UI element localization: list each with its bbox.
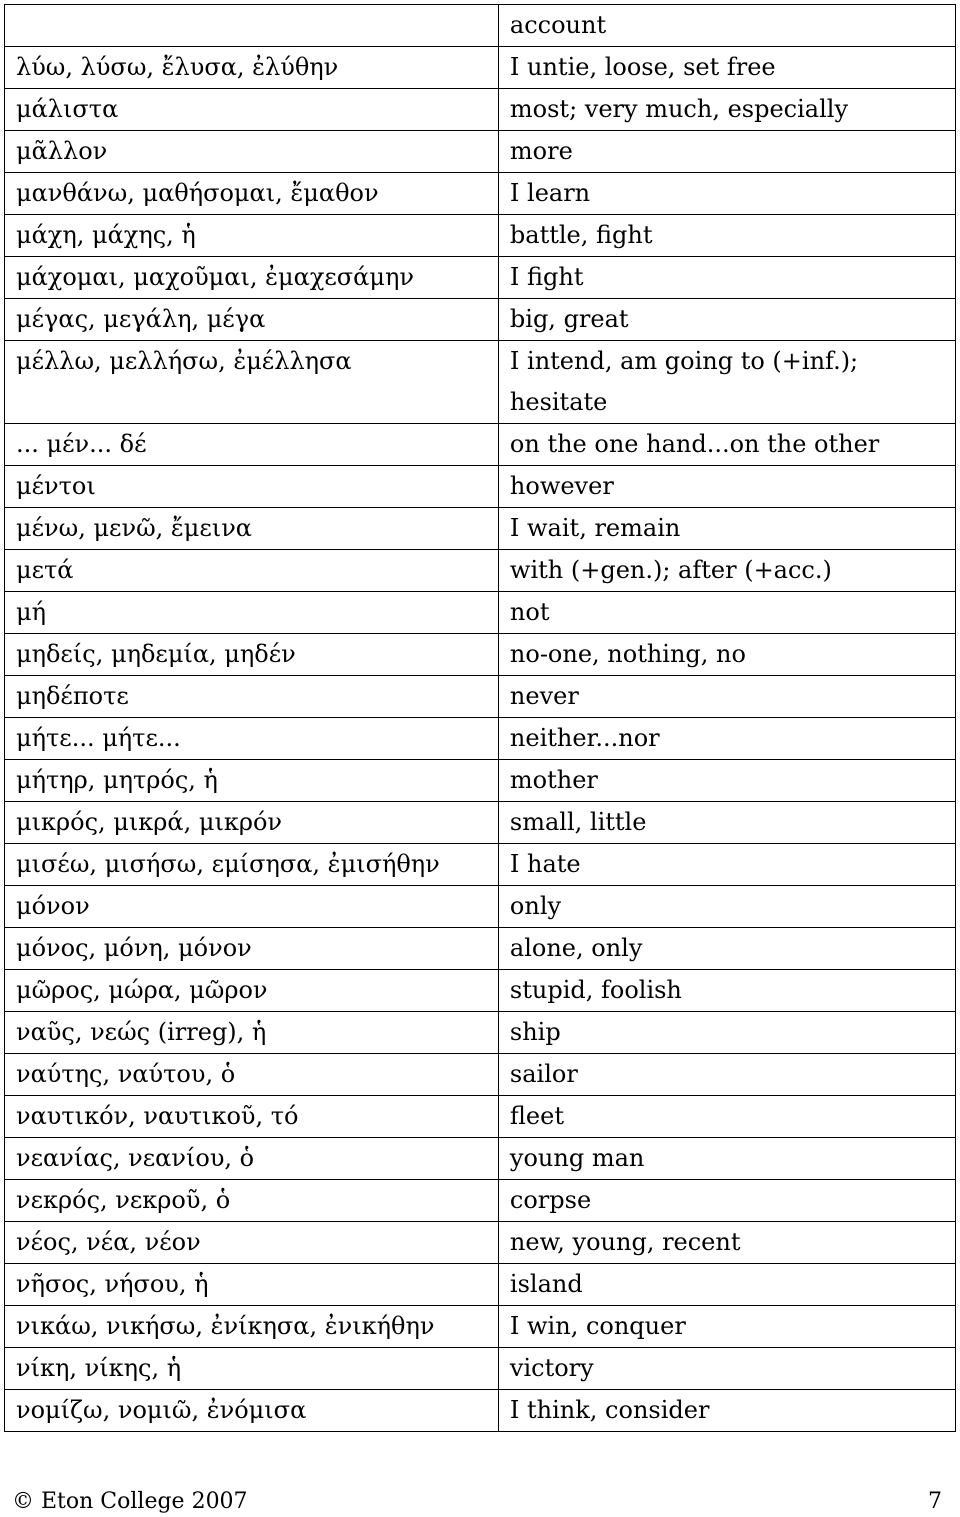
table-row <box>5 634 956 676</box>
table-row <box>5 299 956 341</box>
english-meaning-cell: young man <box>498 1138 955 1180</box>
english-meaning-cell: victory <box>498 1348 955 1390</box>
table-row <box>5 886 956 928</box>
greek-term-cell: μηδείς, μηδεμία, μηδέν <box>5 634 499 676</box>
english-meaning-cell: I intend, am going to (+inf.); hesitate <box>498 341 955 424</box>
greek-term-cell: ναυτικόν, ναυτικοῦ, τό <box>5 1096 499 1138</box>
greek-term-cell: νομίζω, νομιῶ, ἐνόμισα <box>5 1390 499 1432</box>
greek-term-cell: ναύτης, ναύτου, ὁ <box>5 1054 499 1096</box>
greek-term-cell <box>5 5 499 47</box>
english-meaning-cell: I win, conquer <box>498 1306 955 1348</box>
table-row <box>5 341 956 424</box>
english-meaning-cell: only <box>498 886 955 928</box>
greek-term-cell: μέγας, μεγάλη, μέγα <box>5 299 499 341</box>
english-meaning-cell: island <box>498 1264 955 1306</box>
greek-term-cell: μάχομαι, μαχοῦμαι, ἐμαχεσάμην <box>5 257 499 299</box>
table-row <box>5 676 956 718</box>
english-meaning-cell: small, little <box>498 802 955 844</box>
english-meaning-cell: not <box>498 592 955 634</box>
greek-term-cell: μέντοι <box>5 466 499 508</box>
greek-term-cell: νεανίας, νεανίου, ὁ <box>5 1138 499 1180</box>
greek-term-cell: λύω, λύσω, ἔλυσα, ἐλύθην <box>5 47 499 89</box>
greek-term-cell: μισέω, μισήσω, εμίσησα, ἐμισήθην <box>5 844 499 886</box>
greek-term-cell: μετά <box>5 550 499 592</box>
table-row <box>5 1306 956 1348</box>
copyright-notice: © Eton College 2007 <box>12 1489 248 1514</box>
english-meaning-cell: account <box>498 5 955 47</box>
greek-term-cell: νῆσος, νήσου, ἡ <box>5 1264 499 1306</box>
english-meaning-cell: I fight <box>498 257 955 299</box>
greek-term-cell: μανθάνω, μαθήσομαι, ἔμαθον <box>5 173 499 215</box>
greek-term-cell: μάλιστα <box>5 89 499 131</box>
table-row <box>5 1180 956 1222</box>
table-row <box>5 257 956 299</box>
english-meaning-cell: battle, fight <box>498 215 955 257</box>
table-row <box>5 718 956 760</box>
english-meaning-cell: corpse <box>498 1180 955 1222</box>
english-meaning-cell: I think, consider <box>498 1390 955 1432</box>
table-row <box>5 928 956 970</box>
greek-term-cell: νίκη, νίκης, ἡ <box>5 1348 499 1390</box>
page-number: 7 <box>928 1489 942 1514</box>
table-row <box>5 131 956 173</box>
vocabulary-table <box>4 4 956 1432</box>
greek-term-cell: μόνος, μόνη, μόνον <box>5 928 499 970</box>
english-meaning-cell: big, great <box>498 299 955 341</box>
greek-term-cell: μέλλω, μελλήσω, ἐμέλλησα <box>5 341 499 424</box>
english-meaning-cell: neither...nor <box>498 718 955 760</box>
greek-term-cell: νεκρός, νεκροῦ, ὁ <box>5 1180 499 1222</box>
greek-term-cell: νέος, νέα, νέον <box>5 1222 499 1264</box>
english-meaning-cell: however <box>498 466 955 508</box>
table-row <box>5 592 956 634</box>
table-row <box>5 844 956 886</box>
table-row <box>5 1348 956 1390</box>
greek-term-cell: μόνον <box>5 886 499 928</box>
greek-term-cell: μᾶλλον <box>5 131 499 173</box>
table-row <box>5 1264 956 1306</box>
table-row <box>5 1390 956 1432</box>
table-row <box>5 89 956 131</box>
table-row <box>5 970 956 1012</box>
english-meaning-cell: most; very much, especially <box>498 89 955 131</box>
english-meaning-cell: ship <box>498 1012 955 1054</box>
english-meaning-cell: more <box>498 131 955 173</box>
greek-term-cell: ... μέν... δέ <box>5 424 499 466</box>
table-row <box>5 508 956 550</box>
english-meaning-cell: stupid, foolish <box>498 970 955 1012</box>
greek-term-cell: μηδέποτε <box>5 676 499 718</box>
greek-term-cell: μήτε... μήτε... <box>5 718 499 760</box>
table-row <box>5 1222 956 1264</box>
greek-term-cell: μένω, μενῶ, ἔμεινα <box>5 508 499 550</box>
english-meaning-cell: alone, only <box>498 928 955 970</box>
greek-term-cell: μικρός, μικρά, μικρόν <box>5 802 499 844</box>
english-meaning-cell: fleet <box>498 1096 955 1138</box>
english-meaning-cell: I learn <box>498 173 955 215</box>
vocabulary-table-body <box>5 5 956 1432</box>
english-meaning-cell: mother <box>498 760 955 802</box>
table-row <box>5 173 956 215</box>
greek-term-cell: μήτηρ, μητρός, ἡ <box>5 760 499 802</box>
english-meaning-cell: I hate <box>498 844 955 886</box>
english-meaning-cell: on the one hand...on the other <box>498 424 955 466</box>
table-row <box>5 1138 956 1180</box>
table-row <box>5 466 956 508</box>
greek-term-cell: μῶρος, μώρα, μῶρον <box>5 970 499 1012</box>
table-row <box>5 5 956 47</box>
page-footer <box>12 1488 942 1516</box>
table-row <box>5 215 956 257</box>
english-meaning-cell: sailor <box>498 1054 955 1096</box>
table-row <box>5 802 956 844</box>
greek-term-cell: νικάω, νικήσω, ἐνίκησα, ἐνικήθην <box>5 1306 499 1348</box>
english-meaning-cell: never <box>498 676 955 718</box>
table-row <box>5 1096 956 1138</box>
english-meaning-cell: new, young, recent <box>498 1222 955 1264</box>
table-row <box>5 1054 956 1096</box>
greek-term-cell: μάχη, μάχης, ἡ <box>5 215 499 257</box>
table-row <box>5 550 956 592</box>
english-meaning-cell: with (+gen.); after (+acc.) <box>498 550 955 592</box>
greek-term-cell: μή <box>5 592 499 634</box>
table-row <box>5 424 956 466</box>
table-row <box>5 1012 956 1054</box>
english-meaning-cell: no-one, nothing, no <box>498 634 955 676</box>
english-meaning-cell: I untie, loose, set free <box>498 47 955 89</box>
english-meaning-cell: I wait, remain <box>498 508 955 550</box>
greek-term-cell: ναῦς, νεώς (irreg), ἡ <box>5 1012 499 1054</box>
table-row <box>5 47 956 89</box>
table-row <box>5 760 956 802</box>
